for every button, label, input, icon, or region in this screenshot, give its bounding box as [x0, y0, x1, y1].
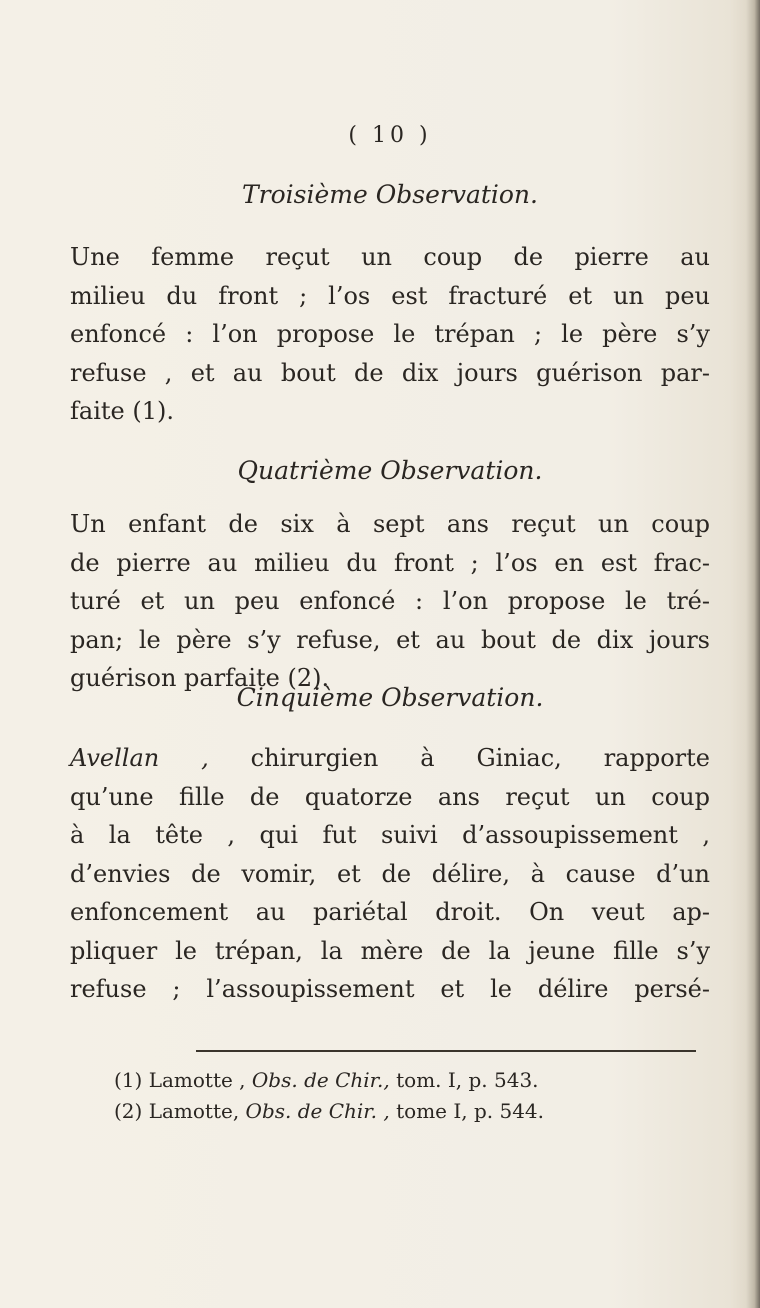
text-line: pliquer le trépan, la mère de la jeune fille s’y — [70, 936, 710, 965]
author-name-italic: Avellan , — [70, 744, 209, 772]
text-line: guérison parfaite (2). — [70, 664, 330, 692]
text-line: Un enfant de six à sept ans reçut un coup — [70, 510, 710, 538]
text-line: faite (1). — [70, 397, 174, 425]
text-line: refuse ; l’assoupissement et le délire persé- — [70, 975, 710, 1003]
section-heading-quatrieme: Quatrième Observation. — [237, 456, 543, 485]
text-line: refuse , et au bout de dix jours guérison par- — [70, 358, 710, 387]
footnote-2 — [114, 1097, 544, 1125]
footnote-marker: (2) — [114, 1099, 143, 1123]
section-heading-troisieme: Troisième Observation. — [242, 180, 538, 209]
text-line: turé et un peu enfoncé : l’on propose le tré- — [70, 587, 710, 615]
footnote-author: Lamotte, — [148, 1099, 240, 1123]
text-line: à la tête , qui fut suivi d’assoupissement , — [70, 821, 710, 849]
footnote-marker: (1) — [114, 1068, 143, 1092]
text-line: pan; le père s’y refuse, et au bout de dix jours — [70, 625, 710, 654]
footnote-author: Lamotte , — [148, 1068, 246, 1092]
text-line: enfoncement au pariétal droit. On veut ap- — [70, 898, 710, 926]
paragraph-quatrieme — [70, 505, 710, 698]
footnote-1 — [114, 1066, 539, 1094]
text-line: de pierre au milieu du front ; l’os en est frac- — [70, 548, 710, 577]
text-line: qu’une fille de quatorze ans reçut un coup — [70, 782, 710, 811]
text-line: Une femme reçut un coup de pierre au — [70, 243, 710, 271]
text-line: d’envies de vomir, et de délire, à cause d’un — [70, 859, 710, 888]
footnote-divider — [196, 1050, 696, 1052]
footnote-ref: tom. I, p. 543. — [396, 1068, 539, 1092]
text-line: milieu du front ; l’os est fracturé et un peu — [70, 281, 710, 310]
text-line — [70, 739, 710, 778]
text-line-rest: chirurgien à Giniac, rapporte — [250, 744, 710, 772]
footnote-ref: tome I, p. 544. — [396, 1099, 545, 1123]
section-heading-cinquieme: Cinquième Observation. — [236, 683, 544, 712]
footnote-title: Obs. de Chir., — [251, 1068, 390, 1092]
page-number: ( 10 ) — [348, 123, 432, 148]
paragraph-cinquieme — [70, 739, 710, 1009]
text-line: enfoncé : l’on propose le trépan ; le père s’y — [70, 320, 710, 348]
footnote-title: Obs. de Chir. , — [245, 1099, 390, 1123]
paragraph-troisieme — [70, 238, 710, 431]
